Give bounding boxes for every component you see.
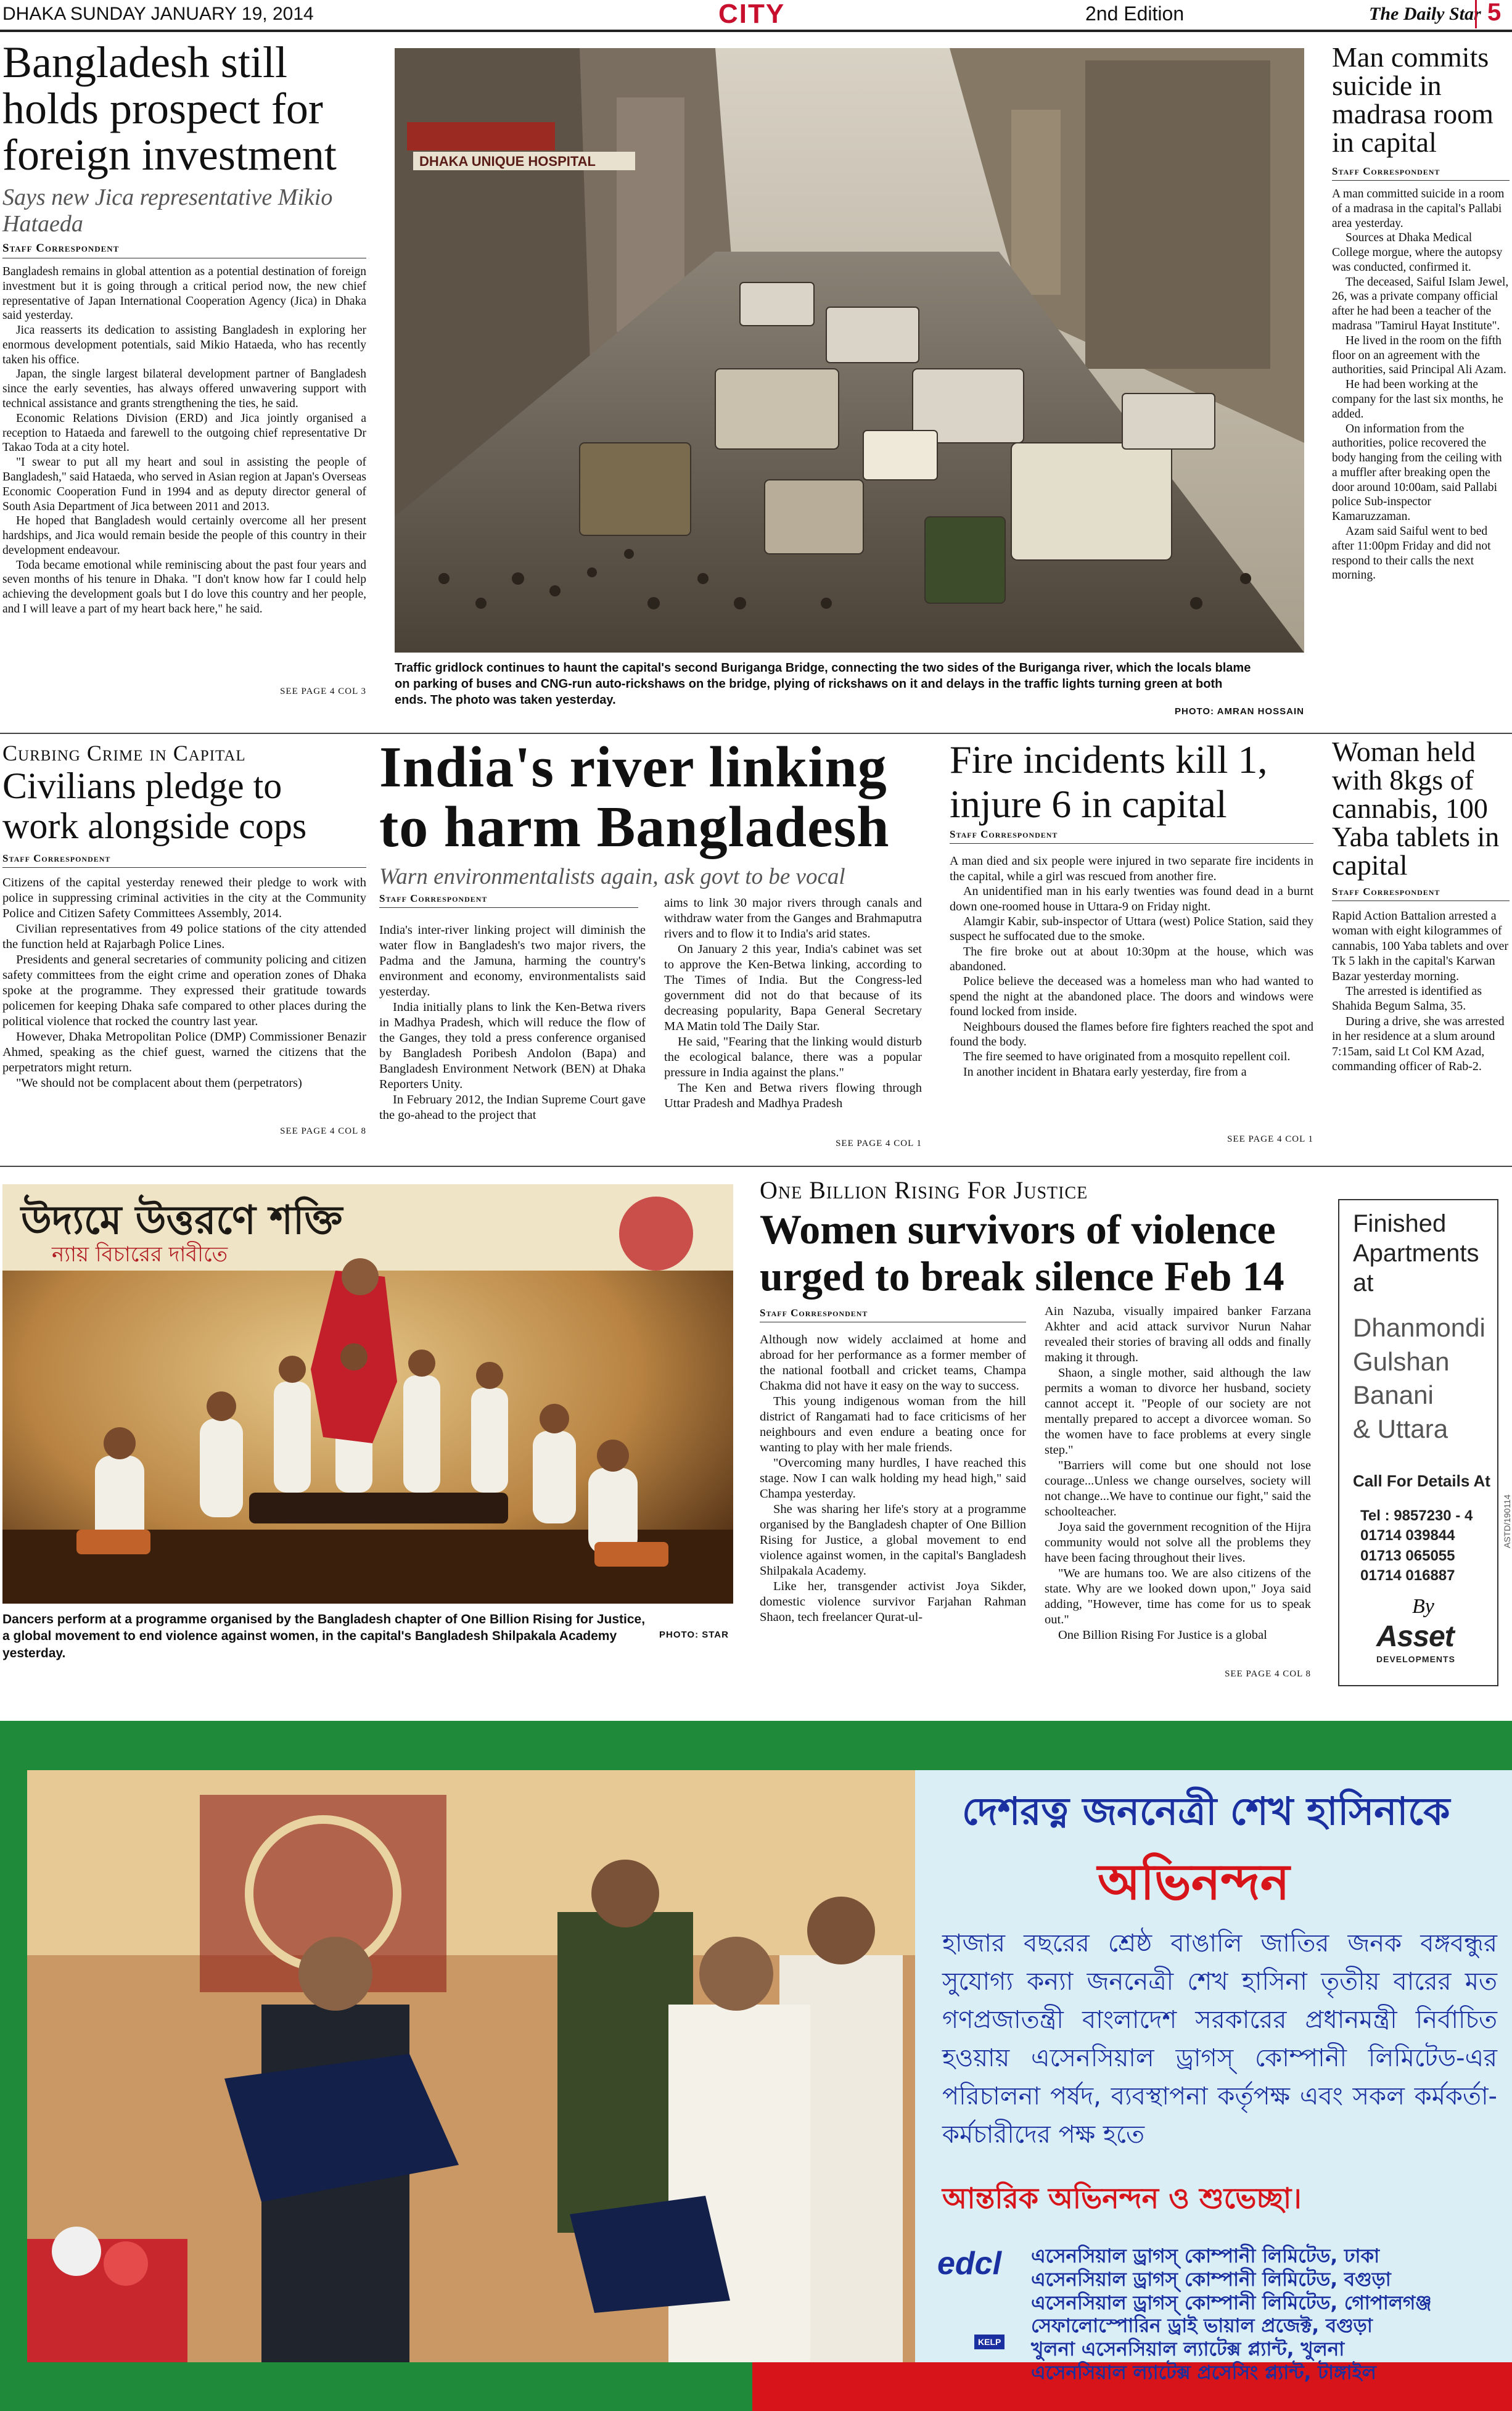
jump-river: SEE PAGE 4 COL 1 xyxy=(836,1139,922,1148)
paragraph: Joya said the government recognition of the Hijra community would not solve all the problems they have been facing throughout their lives. xyxy=(1045,1520,1311,1565)
paragraph: Rapid Action Battalion arrested a woman with eight kilogrammes of cannabis, 100 Yaba tablets and over Tk 5 lakh in the capital's Karwan Bazar yesterday morning. xyxy=(1332,909,1509,983)
photo-traffic xyxy=(395,48,1304,653)
ad-phone: 01713 065055 xyxy=(1360,1547,1455,1564)
ad-phone: 01714 016887 xyxy=(1360,1567,1455,1585)
deck-investment: Says new Jica representative Mikio Hataeda xyxy=(2,184,333,237)
edition-label: 2nd Edition xyxy=(1085,2,1185,25)
dancers-photo-image xyxy=(2,1184,733,1604)
paragraph: India's inter-river linking project will diminish the water flow in Bangladesh's two major rivers, the Padma and the Jamuna, harming the country's environment and economy, environmentalists said yesterday. xyxy=(379,923,646,999)
paragraph: One Billion Rising For Justice is a global xyxy=(1058,1628,1267,1642)
paragraph: "Overcoming many hurdles, I have reached this stage. Now I can walk holding my head high," said Champa yesterday. xyxy=(760,1456,1026,1501)
body-fire xyxy=(950,854,1313,1134)
paragraph: Toda became emotional while reminiscing about the past four years and seven months of his tenure in Dhaka. "I don't know how far I could help achieving the development goals but I do love this country and her people, and I will leave a part of my heart back here," he said. xyxy=(2,558,366,616)
paragraph: She was sharing her life's story at a programme organised by the Bangladesh chapter of One Billion Rising for Justice, a global movement to end violence against women, in the capital's Bangladesh Shilpakala Academy. xyxy=(760,1502,1026,1578)
byline-river: Staff Correspondent xyxy=(379,892,488,904)
paragraph: Police believe the deceased was a homeless man who had wanted to spend the night at the abandoned place. The doors and windows were found locked from inside. xyxy=(950,975,1313,1019)
paper-name: The Daily Star xyxy=(1369,4,1481,24)
story-river xyxy=(379,735,922,1148)
body-cannabis xyxy=(1332,909,1510,1143)
paragraph: "Barriers will come but one should not lose courage...Unless we change ourselves, society will not change...We have to continue our fight," said the schoolteacher. xyxy=(1045,1459,1311,1519)
paragraph: Jica reasserts its dedication to assisting Bangladesh in exploring her enormous development potentials, said Mikio Hataeda, who has recently taken his office. xyxy=(2,324,366,366)
ad-company: এসেনসিয়াল ড্রাগস্ কোম্পানী লিমিটেড, গোপালগঞ্জ xyxy=(1031,2291,1432,2314)
kicker-women: One Billion Rising For Justice xyxy=(760,1176,1088,1204)
ad-bottom[interactable] xyxy=(0,1721,1512,2411)
masthead xyxy=(0,0,1512,32)
headline-fire: Fire incidents kill 1, injure 6 in capital xyxy=(950,738,1268,826)
paragraph: This young indigenous woman from the hill district of Rangamati had to face criticisms of her neighbours and even endure a beating once for wanting to play with her male friends. xyxy=(760,1395,1026,1454)
paragraph: A man committed suicide in a room of a madrasa in the capital's Pallabi area yesterday. xyxy=(1332,188,1505,230)
paragraph: On information from the authorities, police recovered the body hanging from the ceiling with a muffler after breaking open the door around 10:00am, said Pallabi police Sub-inspector Kamaruzzaman. xyxy=(1332,422,1502,524)
ad-photo xyxy=(27,1770,915,2362)
ad-title-line: Apartments xyxy=(1353,1240,1479,1267)
ad-area: Banani xyxy=(1353,1380,1434,1410)
paragraph: However, Dhaka Metropolitan Police (DMP) Commissioner Benazir Ahmed, speaking as the chief guest, warned the citizens that the perpetrators might return. xyxy=(2,1029,366,1074)
paragraph: Azam said Saiful went to bed after 11:00pm Friday and did not respond to their calls the next morning. xyxy=(1332,524,1491,582)
story-civilians xyxy=(2,740,366,1137)
story-suicide xyxy=(1332,43,1510,730)
credit-dancers: PHOTO: STAR xyxy=(659,1630,729,1640)
paragraph: Economic Relations Division (ERD) and Jica jointly organised a reception to Hataeda and farewell to the outgoing chief representative Dr Takao Toda at a city hotel. xyxy=(2,411,366,455)
ad-call-label: Call For Details At xyxy=(1353,1472,1490,1490)
paragraph: Japan, the single largest bilateral development partner of Bangladesh since the early seventies, has always offered unwavering support with technical assistance and grants strengthening the ties, he said. xyxy=(2,368,366,411)
paragraph: India initially plans to link the Ken-Betwa rivers in Madhya Pradesh, which will reduce the flow of the Ganges, they told a press conference organised by Bangladesh Poribesh Andolon (Bapa) and Bangladesh Environment Network (BEN) at Dhaka Reporters Unity. xyxy=(379,1000,646,1091)
divider xyxy=(0,1166,1512,1167)
byline-civilians: Staff Correspondent xyxy=(2,852,111,864)
story-fire xyxy=(950,738,1313,1145)
ad-title: অভিনন্দন xyxy=(1098,1853,1290,1911)
paragraph: "We should not be complacent about them (perpetrators) xyxy=(16,1076,302,1090)
body-civilians xyxy=(2,875,366,1125)
paragraph: Like her, transgender activist Joya Sikder, domestic violence survivor Farjahan Rahman Shaon, tech freelancer Qurat-ul- xyxy=(760,1580,1026,1624)
paragraph: "We are humans too. We are also citizens of the state. Why are we looked down upon," Joya said adding, "However, time has come for us to speak out." xyxy=(1045,1567,1311,1626)
caption-dancers-block xyxy=(2,1611,733,1662)
paragraph: The fire broke out at about 10:30pm at the house, which was abandoned. xyxy=(950,944,1313,974)
ad-company: খুলনা এসেনসিয়াল ল্যাটেক্স প্ল্যান্ট, খুলনা xyxy=(1031,2338,1345,2361)
paragraph: He lived in the room on the fifth floor on an agreement with the authorities, said Principal Ali Azam. xyxy=(1332,334,1506,377)
ad-company: এসেনসিয়াল ল্যাটেক্স প্রসেসিং প্ল্যান্ট, টাঙ্গাইল xyxy=(1031,2362,1376,2384)
photo-sign-text: DHAKA UNIQUE HOSPITAL xyxy=(419,154,596,169)
caption-traffic-block xyxy=(395,660,1304,717)
paragraph: The arrested is identified as Shahida Begum Salma, 35. xyxy=(1332,984,1482,1013)
ad-greeting: আন্তরিক অভিনন্দন ও শুভেচ্ছা। xyxy=(942,2182,1302,2215)
paragraph: Bangladesh remains in global attention as a potential destination of foreign investment but it is going through a critical period now, the new chief representative of Japan International Cooperation Agency (Jica) in Dhaka said yesterday. xyxy=(2,265,366,323)
byline-cannabis: Staff Correspondent xyxy=(1332,886,1440,897)
body-river-col1 xyxy=(379,923,646,1145)
paragraph: Neighbours doused the flames before fire fighters reached the spot and found the body. xyxy=(950,1020,1313,1049)
byline-investment: Staff Correspondent xyxy=(2,242,120,255)
story-cannabis xyxy=(1332,738,1510,1143)
ad-company-list xyxy=(1031,2245,1432,2385)
paragraph: He hoped that Bangladesh would certainly overcome all her present hardships, and Jica would remain beside the people of this country in their development endeavour. xyxy=(2,514,366,557)
headline-women: Women survivors of violence urged to break silence Feb 14 xyxy=(760,1206,1284,1300)
paragraph: The deceased, Saiful Islam Jewel, 26, was a private company official after he had been a teacher of the madrasa "Tamirul Hayat Institute". xyxy=(1332,275,1509,333)
paragraph: Sources at Dhaka Medical College morgue, where the autopsy was conducted, confirmed it. xyxy=(1332,231,1503,274)
headline-suicide: Man commits suicide in madrasa room in capital xyxy=(1332,41,1494,158)
body-suicide xyxy=(1332,187,1510,730)
paragraph: In another incident in Bhatara early yesterday, fire from a xyxy=(963,1065,1247,1079)
paragraph: Ain Nazuba, visually impaired banker Farzana Akhter and acid attack survivor Nurun Nahar revealed their stories of braving all odds and finally making it through. xyxy=(1045,1304,1311,1364)
paragraph: Alamgir Kabir, sub-inspector of Uttara (west) Police Station, said they suspect he suffocated due to the smoke. xyxy=(950,914,1313,944)
headline-river: India's river linking to harm Bangladesh xyxy=(379,735,890,859)
ad-company: এসেনসিয়াল ড্রাগস্ কোম্পানী লিমিটেড, ঢাকা xyxy=(1031,2245,1380,2267)
traffic-photo-image xyxy=(395,48,1304,653)
ad-company: এসেনসিয়াল ড্রাগস্ কোম্পানী লিমিটেড, বগুড়া xyxy=(1031,2268,1391,2291)
ad-title-line: Finished xyxy=(1353,1210,1447,1237)
ad-heading: দেশরত্ন জননেত্রী শেখ হাসিনাকে xyxy=(962,1789,1450,1834)
paragraph: An unidentified man in his early twenties was found dead in a burnt down one-roomed house in Uttara-9 on Friday night. xyxy=(950,884,1313,913)
page-number: 5 xyxy=(1487,0,1502,26)
kelp-logo: KELP xyxy=(974,2335,1005,2349)
body-women-col1 xyxy=(760,1332,1026,1671)
paragraph: aims to link 30 major rivers through canals and withdraw water from the Ganges and Brahmaputra rivers and to flow it to India's arid states. xyxy=(664,896,922,941)
caption-dancers: Dancers perform at a programme organised by the Bangladesh chapter of One Billion Rising for Justice, a global movement to end violence against women, in the capital's Bangladesh Shilpakala Academy yesterday. xyxy=(2,1612,646,1660)
jump-fire: SEE PAGE 4 COL 1 xyxy=(1227,1134,1313,1145)
ad-brand-sub: DEVELOPMENTS xyxy=(1376,1654,1455,1664)
paragraph: He said, "Fearing that the linking would disturb the ecological balance, there was a popular pressure in India against the plans." xyxy=(664,1035,922,1079)
edcl-logo: edcl xyxy=(937,2246,1002,2281)
banner-subtext: ন্যায় বিচারের দাবীতে xyxy=(52,1242,228,1267)
byline-suicide: Staff Correspondent xyxy=(1332,165,1440,177)
jump-investment: SEE PAGE 4 COL 3 xyxy=(280,686,366,696)
paragraph: Presidents and general secretaries of community policing and citizen safety committees from the eight crime and operation zones of Dhaka spoke at the programme. They expressed their gratitude towards policemen for keeping Dhaka safe compared to other places during the political violence that rocked the country last year. xyxy=(2,952,366,1028)
divider xyxy=(0,733,1512,734)
ad-phone: 01714 039844 xyxy=(1360,1527,1455,1544)
paragraph: A man died and six people were injured in two separate fire incidents in the capital, while a girl was rescued from another fire. xyxy=(950,854,1313,883)
story-investment xyxy=(2,39,366,697)
dateline: DHAKA SUNDAY JANUARY 19, 2014 xyxy=(2,4,314,24)
paragraph: Citizens of the capital yesterday renewed their pledge to work with police in suppressing criminal activities in the city at the Community Police and Citizen Safety Committees Assembly, 2014. xyxy=(2,875,366,920)
byline-women: Staff Correspondent xyxy=(760,1307,868,1319)
ad-title-line: at xyxy=(1353,1269,1374,1296)
paragraph: On January 2 this year, India's cabinet was set to approve the Ken-Betwa linking, according to The Times of India. But the Congress-led government did not do that because of its decreasing popularity, Bapa General Secretary MA Matin told The Daily Star. xyxy=(664,942,922,1033)
ad-ceremony-photo xyxy=(27,1770,915,2362)
paragraph: Civilian representatives from 49 police stations of the city attended the function held at Rajarbagh Police Lines. xyxy=(2,921,366,951)
body-investment xyxy=(2,265,366,684)
paragraph: During a drive, she was arrested in her residence at a slum around 7:15am, said Lt Col KM Azad, commanding officer of Rab-2. xyxy=(1332,1014,1505,1073)
body-women-col2 xyxy=(1045,1304,1311,1668)
ad-phone: Tel : 9857230 - 4 xyxy=(1360,1507,1473,1524)
deck-river: Warn environmentalists again, ask govt to be vocal xyxy=(379,863,845,889)
caption-traffic: Traffic gridlock continues to haunt the capital's second Buriganga Bridge, connecting the two sides of the Buriganga river, which the locals blame on parking of buses and CNG-run auto-rickshaws on the bridge, plying of rickshaws on it and delays in the traffic lights turning green at both ends. The photo was taken yesterday. xyxy=(395,661,1251,707)
ad-apartments[interactable] xyxy=(1338,1199,1498,1686)
ad-by: By xyxy=(1412,1595,1434,1618)
kicker-civilians: Curbing Crime in Capital xyxy=(2,741,246,765)
body-river-col2 xyxy=(664,896,922,1130)
paragraph: The fire seemed to have originated from a mosquito repellent coil. xyxy=(963,1050,1291,1064)
paragraph: The Ken and Betwa rivers flowing through Uttar Pradesh and Madhya Pradesh xyxy=(664,1081,922,1110)
headline-investment: Bangladesh still holds prospect for foreign investment xyxy=(2,38,337,179)
ad-body: হাজার বছরের শ্রেষ্ঠ বাঙালি জাতির জনক বঙ্গবন্ধুর সুযোগ্য কন্যা জননেত্রী শেখ হাসিনা তৃতীয় বারের মত গণপ্রজাতন্ত্রী বাংলাদেশ সরকারের প্রধানমন্ত্রী নির্বাচিত হওয়ায় এসেনসিয়াল ড্রাগস্ কোম্পানী লিমিটেড-এর পরিচালনা পর্ষদ, ব্যবস্থাপনা কর্তৃপক্ষ এবং সকল কর্মকর্তা-কর্মচারীদের পক্ষ হতে xyxy=(942,1929,1497,2149)
section-label: CITY xyxy=(718,0,786,29)
paragraph: Shaon, a single mother, said although the law permits a woman to divorce her husband, society cannot accept it. "People of our society are not mentally prepared to accept a divorcee woman. So the women have to face problems at every single step." xyxy=(1045,1366,1311,1457)
ad-area: & Uttara xyxy=(1353,1414,1448,1443)
jump-civilians: SEE PAGE 4 COL 8 xyxy=(280,1126,366,1136)
ad-side-code: ASTD/190114 xyxy=(1502,1494,1512,1548)
story-women xyxy=(760,1176,1327,1679)
headline-cannabis: Woman held with 8kgs of cannabis, 100 Yaba tablets in capital xyxy=(1332,736,1500,881)
banner-text: উদ্যমে উত্তরণে শক্তি xyxy=(21,1198,343,1243)
headline-civilians: Civilians pledge to work alongside cops xyxy=(2,765,307,846)
paragraph: Although now widely acclaimed at home and abroad for her performance as a former member of the national football and cricket teams, Champa Chakma did not have it easy on the way to success. xyxy=(760,1333,1026,1393)
paragraph: In February 2012, the Indian Supreme Court gave the go-ahead to the project that xyxy=(379,1093,646,1122)
ad-brand-logo: Asset xyxy=(1376,1620,1454,1653)
paragraph: He had been working at the company for the last six months, he added. xyxy=(1332,378,1503,421)
ad-company: সেফালোস্পোরিন ড্রাই ভায়াল প্রজেক্ট, বগুড়া xyxy=(1031,2315,1373,2338)
credit-traffic: PHOTO: AMRAN HOSSAIN xyxy=(1174,706,1304,717)
ad-area: Gulshan xyxy=(1353,1346,1450,1376)
ad-area: Dhanmondi xyxy=(1353,1313,1485,1342)
paragraph: "I swear to put all my heart and soul in assisting the people of Bangladesh," said Hataeda, who served in Asian region at Japan's Overseas Economic Cooperation Fund in 1994 and as deputy director general of South Asia Department of Jica between 2011 and 2013. xyxy=(2,456,366,513)
photo-dancers xyxy=(2,1184,733,1604)
byline-fire: Staff Correspondent xyxy=(950,828,1058,841)
jump-women: SEE PAGE 4 COL 8 xyxy=(1225,1669,1311,1679)
